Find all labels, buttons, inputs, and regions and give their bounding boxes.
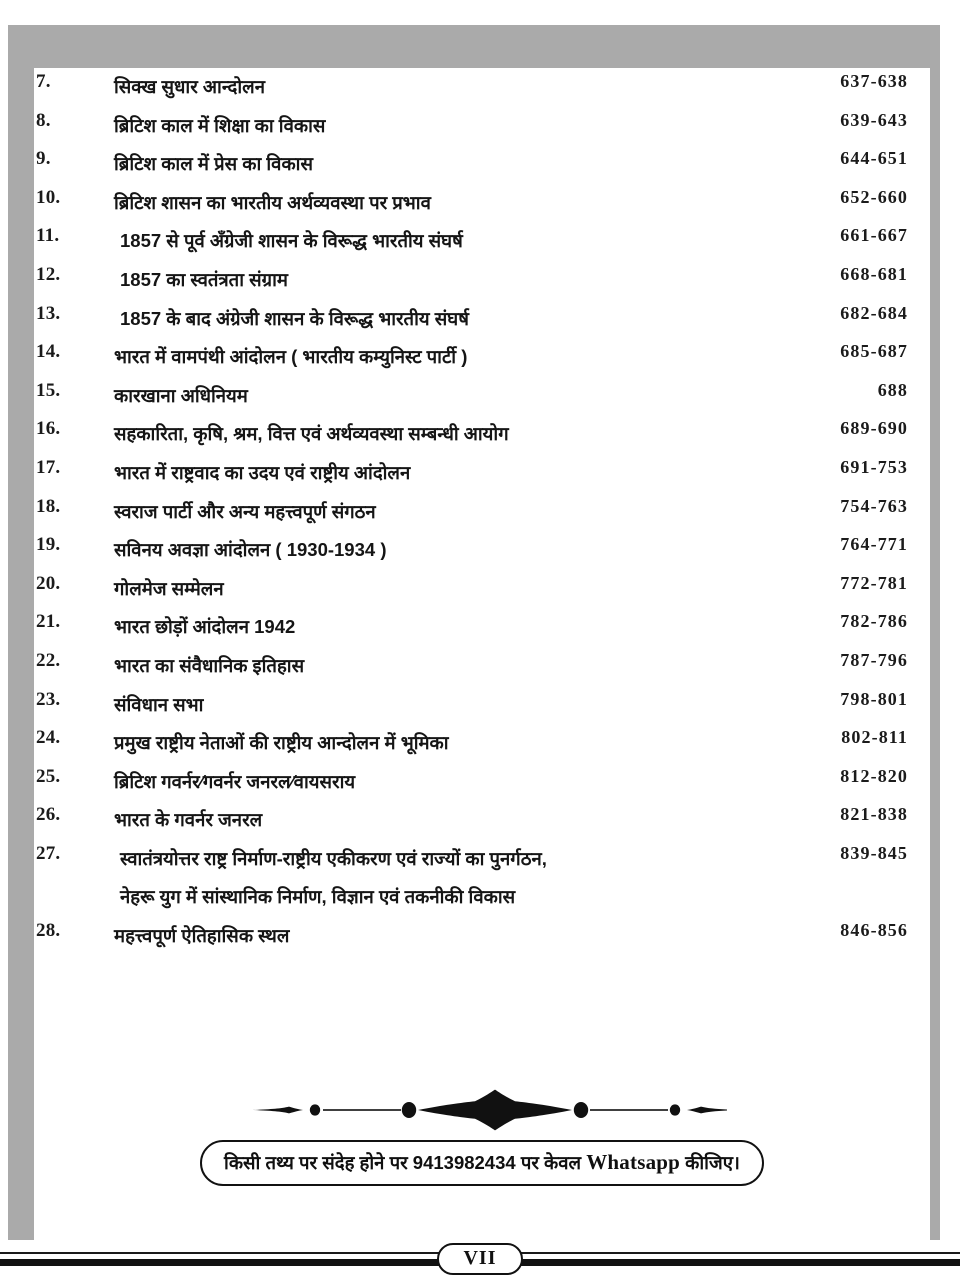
table-row[interactable] — [34, 107, 930, 146]
table-row[interactable] — [34, 261, 930, 300]
table-row[interactable] — [34, 531, 930, 570]
entry-number: 12. — [36, 263, 61, 285]
table-row[interactable] — [34, 686, 930, 725]
table-row[interactable] — [34, 68, 930, 107]
entry-title: संविधान सभा — [114, 693, 204, 715]
entry-number: 11. — [36, 225, 60, 247]
entry-number: 20. — [36, 572, 61, 594]
table-row[interactable] — [34, 454, 930, 493]
entry-number: 16. — [36, 418, 61, 440]
entry-title: 1857 का स्वतंत्रता संग्राम — [120, 268, 288, 290]
entry-number: 25. — [36, 765, 61, 787]
entry-number: 15. — [36, 379, 61, 401]
entry-number: 27. — [36, 842, 61, 864]
notice-text-before: किसी तथ्य पर संदेह होने पर 9413982434 पर केवल — [224, 1152, 582, 1173]
entry-number: 23. — [36, 688, 61, 710]
entry-number: 26. — [36, 804, 61, 826]
entry-number: 14. — [36, 341, 61, 363]
entry-pages: 644-651 — [840, 148, 908, 169]
ornamental-divider-icon — [237, 1088, 727, 1132]
table-row[interactable] — [34, 840, 930, 917]
entry-title: भारत का संवैधानिक इतिहास — [114, 654, 305, 676]
entry-pages: 764-771 — [840, 534, 908, 555]
footer — [0, 1247, 960, 1280]
entry-number: 10. — [36, 186, 61, 208]
entry-pages: 688 — [877, 379, 908, 400]
entry-title: भारत छोड़ों आंदोलन 1942 — [114, 616, 296, 638]
page-content-area — [34, 68, 930, 1250]
entry-pages: 689-690 — [840, 418, 908, 439]
entry-title: स्वराज पार्टी और अन्य महत्त्वपूर्ण संगठन — [114, 500, 376, 522]
entry-pages: 772-781 — [840, 572, 908, 593]
entry-title-line-1: स्वातंत्रयोत्तर राष्ट्र निर्माण-राष्ट्रीय एकीकरण एवं राज्यों का पुनर्गठन, — [120, 847, 547, 869]
table-row[interactable] — [34, 647, 930, 686]
table-row[interactable] — [34, 184, 930, 223]
table-row[interactable] — [34, 377, 930, 416]
table-row[interactable] — [34, 917, 930, 956]
entry-pages: 787-796 — [840, 649, 908, 670]
table-row[interactable] — [34, 763, 930, 802]
ornamental-divider — [34, 1088, 930, 1138]
entry-pages: 639-643 — [840, 109, 908, 130]
entry-pages: 637-638 — [840, 71, 908, 91]
entry-title: गोलमेज सम्मेलन — [114, 577, 224, 599]
entry-number: 22. — [36, 649, 61, 671]
entry-pages: 661-667 — [840, 225, 908, 246]
table-row[interactable] — [34, 338, 930, 377]
entry-title — [114, 840, 774, 917]
table-row[interactable] — [34, 415, 930, 454]
notice-container — [34, 1140, 930, 1186]
entry-pages: 682-684 — [840, 302, 908, 323]
entry-title: महत्त्वपूर्ण ऐतिहासिक स्थल — [114, 925, 290, 947]
table-row[interactable] — [34, 724, 930, 763]
table-row[interactable] — [34, 570, 930, 609]
entry-number: 9. — [36, 148, 51, 170]
entry-number: 19. — [36, 534, 61, 556]
entry-number: 24. — [36, 727, 61, 749]
entry-title: सिक्ख सुधार आन्दोलन — [114, 76, 265, 97]
entry-title: सविनय अवज्ञा आंदोलन ( 1930-1934 ) — [114, 539, 387, 561]
entry-title: ब्रिटिश शासन का भारतीय अर्थव्यवस्था पर प्रभाव — [114, 191, 431, 213]
table-row[interactable] — [34, 145, 930, 184]
entry-title: ब्रिटिश गवर्नर⁄गवर्नर जनरल⁄वायसराय — [114, 770, 356, 792]
page-border-frame — [8, 25, 940, 1240]
entry-number: 18. — [36, 495, 61, 517]
entry-title: सहकारिता, कृषि, श्रम, वित्त एवं अर्थव्यवस्था सम्बन्धी आयोग — [114, 423, 509, 445]
table-of-contents — [34, 68, 930, 956]
entry-number: 28. — [36, 920, 61, 942]
entry-pages: 668-681 — [840, 263, 908, 284]
entry-pages: 802-811 — [841, 727, 908, 748]
entry-title-line-2: नेहरू युग में सांस्थानिक निर्माण, विज्ञान एवं तकनीकी विकास — [120, 886, 516, 908]
table-row[interactable] — [34, 300, 930, 339]
entry-number: 8. — [36, 109, 51, 131]
entry-title: ब्रिटिश काल में प्रेस का विकास — [114, 153, 313, 175]
whatsapp-notice-box — [200, 1140, 764, 1186]
entry-pages: 782-786 — [840, 611, 908, 632]
entry-pages: 691-753 — [840, 456, 908, 477]
entry-title: 1857 के बाद अंग्रेजी शासन के विरूद्ध भारतीय संघर्ष — [120, 307, 469, 329]
entry-pages: 821-838 — [840, 804, 908, 825]
entry-pages: 846-856 — [840, 920, 908, 941]
entry-number: 21. — [36, 611, 61, 633]
entry-pages: 754-763 — [840, 495, 908, 516]
notice-text-after: कीजिए। — [685, 1152, 740, 1173]
entry-number: 13. — [36, 302, 61, 324]
entry-pages: 812-820 — [840, 765, 908, 786]
entry-number: 7. — [36, 71, 51, 92]
table-row[interactable] — [34, 801, 930, 840]
entry-pages: 652-660 — [840, 186, 908, 207]
table-row[interactable] — [34, 222, 930, 261]
entry-number: 17. — [36, 456, 61, 478]
table-row[interactable] — [34, 608, 930, 647]
footer-page-number: VII — [437, 1243, 523, 1275]
entry-title: कारखाना अधिनियम — [114, 384, 248, 406]
entry-title: 1857 से पूर्व अँग्रेजी शासन के विरूद्ध भारतीय संघर्ष — [120, 230, 463, 252]
entry-title: प्रमुख राष्ट्रीय नेताओं की राष्ट्रीय आन्दोलन में भूमिका — [114, 732, 449, 754]
table-row[interactable] — [34, 493, 930, 532]
notice-brand: Whatsapp — [586, 1150, 681, 1174]
entry-pages: 685-687 — [840, 341, 908, 362]
entry-title: भारत में वामपंथी आंदोलन ( भारतीय कम्युनिस्ट पार्टी ) — [114, 346, 468, 368]
entry-pages: 839-845 — [840, 842, 908, 863]
entry-title: भारत में राष्ट्रवाद का उदय एवं राष्ट्रीय आंदोलन — [114, 461, 411, 483]
entry-title: ब्रिटिश काल में शिक्षा का विकास — [114, 114, 326, 136]
entry-pages: 798-801 — [840, 688, 908, 709]
entry-title: भारत के गवर्नर जनरल — [114, 809, 263, 831]
